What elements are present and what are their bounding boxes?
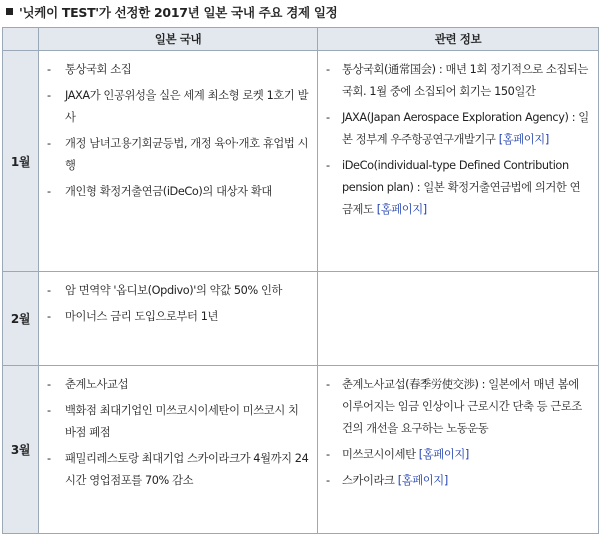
info-cell — [318, 272, 599, 366]
list-item: - 춘계노사교섭 — [47, 378, 129, 391]
month-cell: 2월 — [3, 272, 39, 366]
info-cell — [318, 51, 599, 272]
list-item: - 통상국회(通常国会) : 매년 1회 정기적으로 소집되는 국회. 1월 중에 소집되어 회기는 150일간 — [326, 63, 588, 98]
list-item: - 마이너스 금리 도입으로부터 1년 — [47, 310, 219, 323]
info-cell — [318, 366, 599, 534]
homepage-link[interactable]: [홈페이지] — [498, 133, 549, 146]
list-item: - 통상국회 소집 — [47, 63, 132, 76]
header-row — [3, 28, 599, 51]
list-item: - JAXA(Japan Aerospace Exploration Agency) : 일본 정부계 우주항공연구개발기구 [홈페이지] — [326, 111, 589, 146]
table-row — [3, 272, 599, 366]
square-bullet-icon — [6, 8, 13, 15]
month-cell: 3월 — [3, 366, 39, 534]
list-item: - 스카이라크 [홈페이지] — [326, 474, 448, 487]
table-row — [3, 51, 599, 272]
header-domestic: 일본 국내 — [39, 28, 318, 51]
list-item: - 패밀리레스토랑 최대기업 스카이라크가 4월까지 24시간 영업점포를 70% 감소 — [47, 452, 309, 487]
homepage-link[interactable]: [홈페이지] — [376, 203, 427, 216]
list-item: - 개인형 확정거출연금(iDeCo)의 대상자 확대 — [47, 185, 272, 198]
list-item: - 미쓰코시이세탄 [홈페이지] — [326, 448, 469, 461]
header-info: 관련 정보 — [318, 28, 599, 51]
list-item: - 백화점 최대기업인 미쓰코시이세탄이 미쓰코시 치바점 폐점 — [47, 404, 299, 439]
domestic-cell — [39, 51, 318, 272]
homepage-link[interactable]: [홈페이지] — [397, 474, 448, 487]
domestic-cell — [39, 272, 318, 366]
month-cell: 1월 — [3, 51, 39, 272]
page-title: '닛케이 TEST'가 선정한 2017년 일본 국내 주요 경제 일정 — [6, 3, 337, 21]
list-item: - 암 면역약 '옵디보(Opdivo)'의 약값 50% 인하 — [47, 284, 283, 297]
domestic-cell — [39, 366, 318, 534]
list-item: - iDeCo(individual-type Defined Contribution pension plan) : 일본 확정거출연금법에 의거한 연금제도 [홈페이지] — [326, 159, 581, 216]
list-item: - 개정 남녀고용기회균등법, 개정 육아·개호 휴업법 시행 — [47, 137, 309, 172]
homepage-link[interactable]: [홈페이지] — [418, 448, 469, 461]
header-month — [3, 28, 39, 51]
schedule-table — [2, 27, 599, 534]
list-item: - JAXA가 인공위성을 실은 세계 최소형 로켓 1호기 발사 — [47, 89, 309, 124]
table-row — [3, 366, 599, 534]
list-item: - 춘계노사교섭(春季労使交渉) : 일본에서 매년 봄에 이루어지는 임금 인상이나 근로시간 단축 등 근로조건의 개선을 요구하는 노동운동 — [326, 378, 582, 435]
